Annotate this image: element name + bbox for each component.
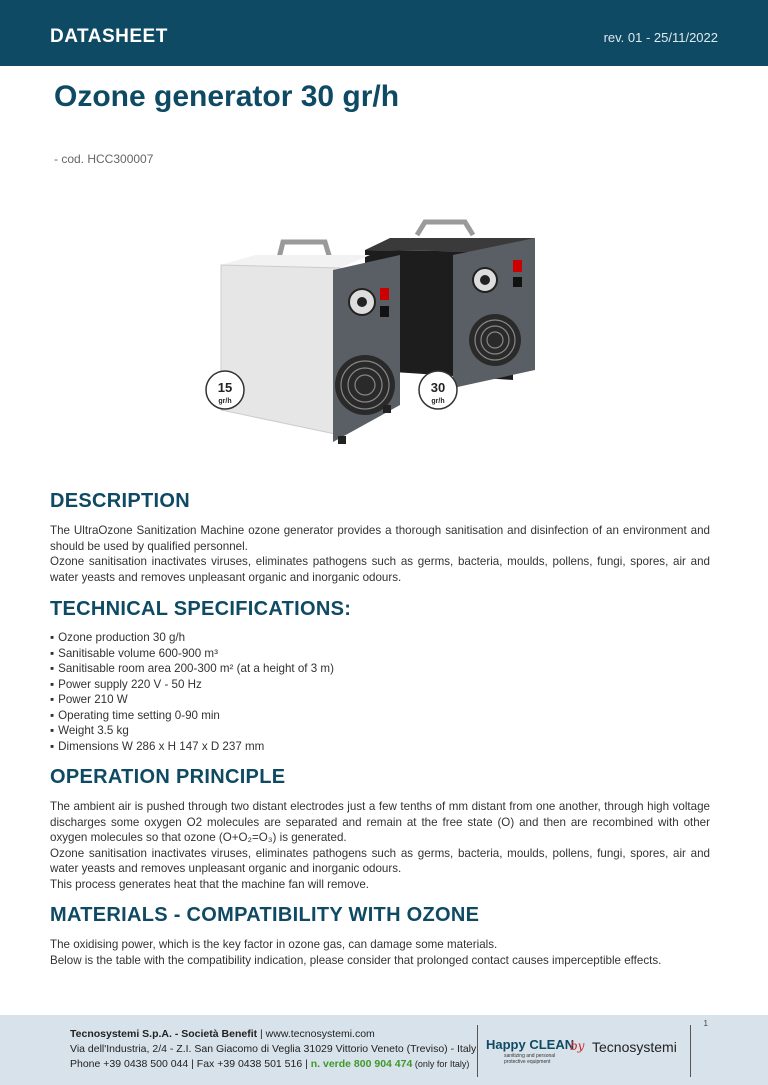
spec-item: ▪ Dimensions W 286 x H 147 x D 237 mm xyxy=(50,739,450,755)
footer-divider-right xyxy=(690,1025,691,1077)
materials-heading: MATERIALS - COMPATIBILITY WITH OZONE xyxy=(50,904,480,926)
operation-line: This process generates heat that the machine fan will remove. xyxy=(50,877,369,891)
spec-item: ▪ Weight 3.5 kg xyxy=(50,723,450,739)
page-title: Ozone generator 30 gr/h xyxy=(54,80,400,113)
logo-by: by xyxy=(570,1039,585,1053)
green-note: (only for Italy) xyxy=(412,1059,470,1069)
badge-right-unit: gr/h xyxy=(431,398,445,405)
badge-left-unit: gr/h xyxy=(218,398,232,405)
white-ozone-generator xyxy=(221,242,400,444)
badge-30-grh xyxy=(419,371,457,409)
tecnosystemi-logo: Tecnosystemi xyxy=(592,1039,677,1055)
specs-list xyxy=(50,630,450,754)
page-number: 1 xyxy=(703,1019,708,1028)
spec-item: ▪ Operating time setting 0-90 min xyxy=(50,708,450,724)
company-name: Tecnosystemi S.p.A. - Società Benefit xyxy=(70,1028,258,1040)
spec-item: ▪ Power 210 W xyxy=(50,692,450,708)
spec-item: ▪ Sanitisable room area 200-300 m² (at a height of 3 m) xyxy=(50,661,450,677)
spec-item: ▪ Sanitisable volume 600-900 m³ xyxy=(50,646,450,662)
operation-heading: OPERATION PRINCIPLE xyxy=(50,766,286,788)
materials-text xyxy=(50,937,710,968)
operation-text xyxy=(50,799,710,892)
company-info xyxy=(70,1027,476,1072)
spec-item: ▪ Power supply 220 V - 50 Hz xyxy=(50,677,450,693)
operation-line: The ambient air is pushed through two distant electrodes just a few tenths of mm distant from one another, through high voltage discharges some oxygen O2 molecules are separated and remain at the free state (O) and then are recombined with other oxygen molecules so that ozone (O+O₂=O₃) is generated. xyxy=(50,800,710,844)
materials-line: Below is the table with the compatibility indication, please consider that prolonged contact causes imperceptible effects. xyxy=(50,953,662,967)
materials-line: The oxidising power, which is the key factor in ozone gas, can damage some materials. xyxy=(50,938,498,951)
company-phone: Phone +39 0438 500 044 | Fax +39 0438 501 516 | xyxy=(70,1058,311,1070)
description-line: The UltraOzone Sanitization Machine ozone generator provides a thorough sanitisation and disinfection of an environment and should be used by qualified personnel. xyxy=(50,524,710,553)
revision-date: rev. 01 - 25/11/2022 xyxy=(603,30,718,45)
operation-line: Ozone sanitisation inactivates viruses, eliminates pathogens such as germs, bacteria, moulds, pollens, fungi, spores, air and water yeasts and removes unpleasant organic and inorganic odours. xyxy=(50,846,710,875)
product-image xyxy=(195,210,565,460)
footer xyxy=(0,1015,768,1085)
datasheet-label: DATASHEET xyxy=(50,26,168,47)
green-number: n. verde 800 904 474 xyxy=(310,1058,413,1070)
description-text xyxy=(50,523,710,585)
spec-item: ▪ Ozone production 30 g/h xyxy=(50,630,450,646)
company-address: Via dell'Industria, 2/4 - Z.I. San Giacomo di Veglia 31029 Vittorio Veneto (Treviso) - Italy xyxy=(70,1043,477,1055)
header-bar xyxy=(0,0,768,66)
happy-clean-logo-text: Happy CLEAN xyxy=(486,1037,575,1052)
product-code: - cod. HCC300007 xyxy=(54,152,154,166)
badge-15-grh xyxy=(206,371,244,409)
company-website[interactable]: | www.tecnosystemi.com xyxy=(260,1028,375,1040)
specs-heading: TECHNICAL SPECIFICATIONS: xyxy=(50,598,352,620)
description-line: Ozone sanitisation inactivates viruses, eliminates pathogens such as germs, bacteria, moulds, pollens, fungi, spores, air and water yeasts and removes unpleasant organic and inorganic odours. xyxy=(50,555,710,584)
happy-clean-logo-sub: sanitizing and personal protective equipment xyxy=(504,1053,556,1065)
footer-divider xyxy=(477,1025,478,1077)
badge-left-value: 15 xyxy=(217,380,233,395)
badge-right-value: 30 xyxy=(430,380,446,395)
happy-clean-logo xyxy=(486,1037,575,1065)
description-heading: DESCRIPTION xyxy=(50,490,190,512)
